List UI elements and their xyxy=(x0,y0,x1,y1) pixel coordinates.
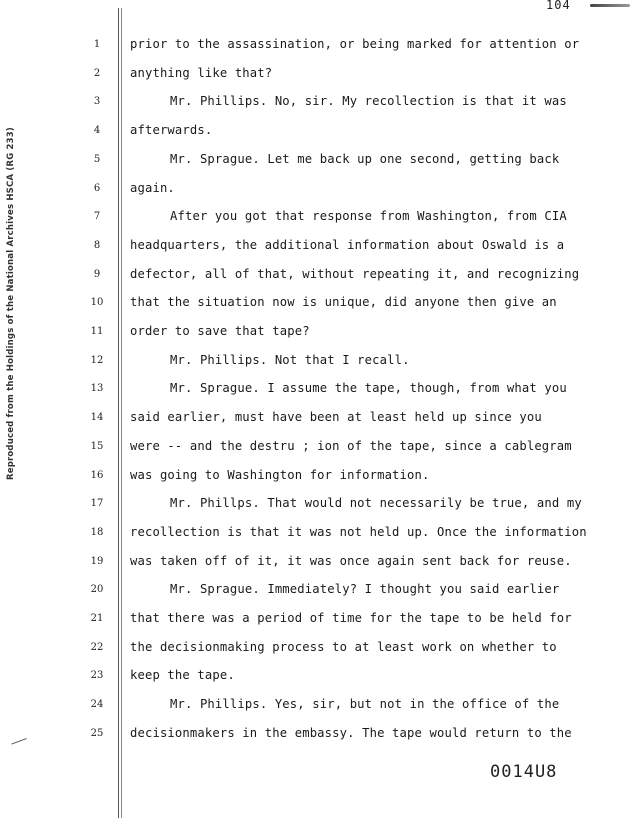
line-text: recollection is that it was not held up. Once the information xyxy=(130,524,587,539)
transcript-line xyxy=(0,725,638,745)
line-number: 7 xyxy=(93,211,101,223)
line-text: the decisionmaking process to at least work on whether to xyxy=(130,639,557,654)
line-number: 17 xyxy=(90,498,104,510)
line-text: After you got that response from Washington, from CIA xyxy=(170,209,567,224)
transcript-line xyxy=(0,294,638,314)
line-text: headquarters, the additional information about Oswald is a xyxy=(130,237,565,252)
line-text: Mr. Sprague. Immediately? I thought you said earlier xyxy=(170,582,560,597)
line-text: order to save that tape? xyxy=(130,324,310,338)
transcript-line xyxy=(0,323,638,343)
line-number: 15 xyxy=(90,440,104,452)
line-text: was going to Washington for information. xyxy=(130,467,430,482)
line-number: 21 xyxy=(90,613,104,624)
line-number: 16 xyxy=(90,469,104,481)
line-number: 13 xyxy=(90,383,104,395)
line-number: 24 xyxy=(90,699,104,711)
transcript-line xyxy=(0,495,638,515)
line-number: 14 xyxy=(90,412,104,424)
line-text: that the situation now is unique, did anyone then give an xyxy=(130,295,557,310)
transcript-line xyxy=(0,237,638,257)
line-number: 3 xyxy=(93,96,101,108)
transcript-line xyxy=(0,122,638,142)
line-text: again. xyxy=(130,180,175,195)
line-number: 25 xyxy=(90,727,104,739)
line-text: Mr. Phillps. That would not necessarily be true, and my xyxy=(170,496,582,511)
line-number: 10 xyxy=(90,297,104,309)
transcript-line xyxy=(0,610,638,630)
transcript-line xyxy=(0,409,638,429)
top-edge-mark xyxy=(590,4,630,7)
transcript-line xyxy=(0,93,638,113)
line-text: was taken off of it, it was once again sent back for reuse. xyxy=(130,553,572,568)
transcript-line xyxy=(0,639,638,659)
document-stamp: 0014U8 xyxy=(490,762,558,782)
line-number: 2 xyxy=(93,67,101,79)
line-number: 20 xyxy=(90,584,104,596)
transcript-line xyxy=(0,553,638,573)
line-number: 12 xyxy=(90,354,104,366)
line-text: defector, all of that, without repeating it, and recognizing xyxy=(130,266,580,281)
line-text: Mr. Sprague. Let me back up one second, getting back xyxy=(170,151,560,166)
transcript-line xyxy=(0,36,638,56)
transcript-line xyxy=(0,208,638,228)
transcript-line xyxy=(0,696,638,716)
line-text: decisionmakers in the embassy. The tape would return to the xyxy=(130,725,572,740)
line-number: 18 xyxy=(90,526,104,538)
transcript-line xyxy=(0,380,638,400)
transcript-line xyxy=(0,467,638,487)
line-number: 19 xyxy=(90,555,104,567)
line-number: 1 xyxy=(93,39,101,50)
line-number: 5 xyxy=(93,153,101,165)
line-text: were -- and the destru ; ion of the tape, since a cablegram xyxy=(130,438,572,453)
transcript-line xyxy=(0,266,638,286)
line-text: keep the tape. xyxy=(130,668,235,683)
line-number: 9 xyxy=(93,268,101,280)
transcript-line xyxy=(0,352,638,372)
line-text: that there was a period of time for the tape to be held for xyxy=(130,611,572,625)
line-text: Mr. Sprague. I assume the tape, though, from what you xyxy=(170,381,567,396)
line-text: anything like that? xyxy=(130,65,273,80)
transcript-line xyxy=(0,524,638,544)
page-number: 104 xyxy=(546,0,571,12)
transcript-line xyxy=(0,667,638,687)
transcript-line xyxy=(0,180,638,200)
transcript-line xyxy=(0,151,638,171)
line-number: 6 xyxy=(93,182,101,194)
line-number: 22 xyxy=(90,641,104,653)
line-text: Mr. Phillips. Yes, sir, but not in the office of the xyxy=(170,697,560,712)
line-number: 8 xyxy=(93,239,101,251)
line-text: Mr. Phillips. No, sir. My recollection is that it was xyxy=(170,94,567,109)
line-text: prior to the assassination, or being marked for attention or xyxy=(130,37,580,51)
line-number: 4 xyxy=(93,125,101,137)
transcript-line xyxy=(0,65,638,85)
line-text: afterwards. xyxy=(130,123,213,138)
archive-side-note: Reproduced from the Holdings of the National Archives HSCA (RG 233) xyxy=(6,127,16,480)
line-text: Mr. Phillips. Not that I recall. xyxy=(170,352,410,367)
transcript-line xyxy=(0,581,638,601)
line-text: said earlier, must have been at least held up since you xyxy=(130,410,542,425)
line-number: 23 xyxy=(90,670,104,682)
line-number: 11 xyxy=(90,326,104,337)
transcript-line xyxy=(0,438,638,458)
